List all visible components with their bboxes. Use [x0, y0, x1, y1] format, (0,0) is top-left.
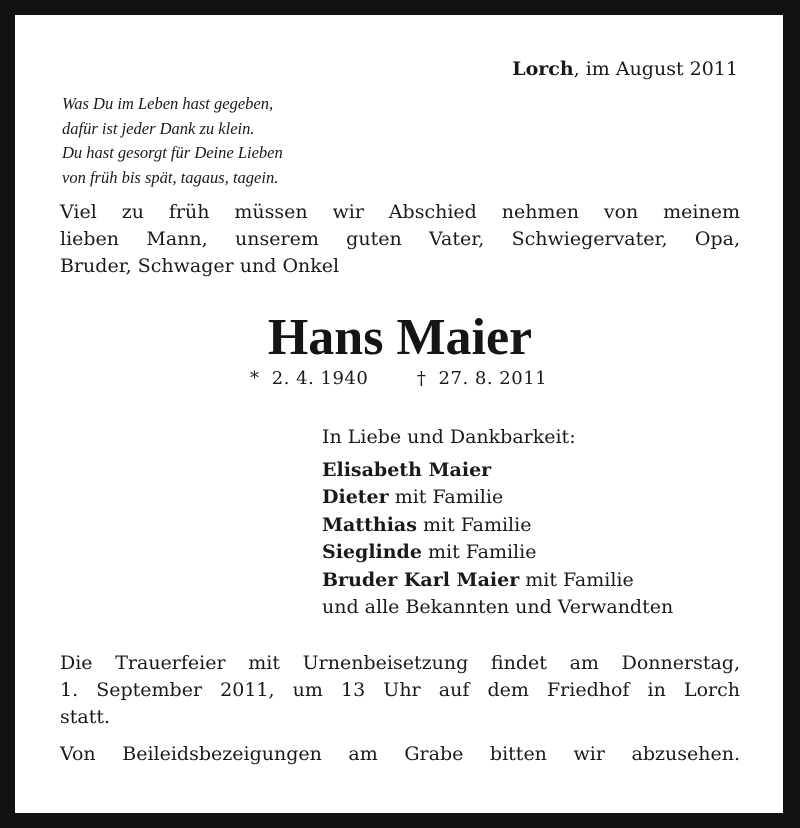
funeral-info — [60, 650, 740, 731]
mourner-entry — [322, 539, 673, 567]
mourner-name: Sieglinde — [322, 541, 422, 563]
mourner-suffix: mit Familie — [416, 513, 532, 536]
mourner-suffix: mit Familie — [421, 541, 537, 563]
mourner-entry — [322, 567, 673, 595]
intro-line: lieben Mann, unserem guten Vater, Schwiegervater, Opa, — [60, 228, 740, 250]
deceased-name: Hans Maier — [267, 309, 533, 366]
death-date: 27. 8. 2011 — [438, 368, 548, 389]
mourner-name: Dieter — [322, 486, 389, 508]
mourner-name: Matthias — [322, 513, 417, 536]
intro-text — [60, 199, 740, 280]
life-dates — [250, 368, 553, 389]
condolence-note: Von Beileidsbezeigungen am Grabe bitten wir abzusehen. — [60, 743, 740, 765]
birth-symbol: * — [250, 368, 260, 389]
intro-line: Viel zu früh müssen wir Abschied nehmen von meinem — [60, 201, 740, 223]
mourner-entry — [322, 512, 673, 540]
birth-date: 2. 4. 1940 — [271, 368, 369, 389]
funeral-line: 1. September 2011, um 13 Uhr auf dem Friedhof in Lorch — [60, 679, 740, 701]
poem-line: Was Du im Leben hast gegeben, — [62, 94, 274, 113]
mourner-entry — [322, 484, 673, 512]
poem-line: Du hast gesorgt für Deine Lieben — [62, 143, 283, 162]
mourners-list — [322, 424, 673, 622]
date-text: , im August 2011 — [573, 58, 738, 80]
mourners-heading: In Liebe und Dankbarkeit: — [322, 426, 576, 448]
poem — [62, 92, 283, 190]
death-symbol: † — [416, 368, 427, 389]
mourner-suffix: mit Familie — [519, 568, 634, 591]
mourners-closing: und alle Bekannten und Verwandten — [322, 596, 674, 618]
place: Lorch — [512, 58, 574, 80]
funeral-line: statt. — [60, 706, 111, 728]
mourner-suffix: mit Familie — [388, 486, 504, 508]
mourner-name: Bruder Karl Maier — [322, 568, 520, 591]
intro-line: Bruder, Schwager und Onkel — [60, 255, 340, 277]
funeral-line: Die Trauerfeier mit Urnenbeisetzung findet am Donnerstag, — [60, 652, 740, 674]
mourner-entry — [322, 457, 673, 485]
mourner-name: Elisabeth Maier — [322, 458, 492, 481]
poem-line: dafür ist jeder Dank zu klein. — [62, 118, 255, 138]
poem-line: von früh bis spät, tagaus, tagein. — [62, 167, 279, 187]
place-date — [512, 58, 738, 80]
